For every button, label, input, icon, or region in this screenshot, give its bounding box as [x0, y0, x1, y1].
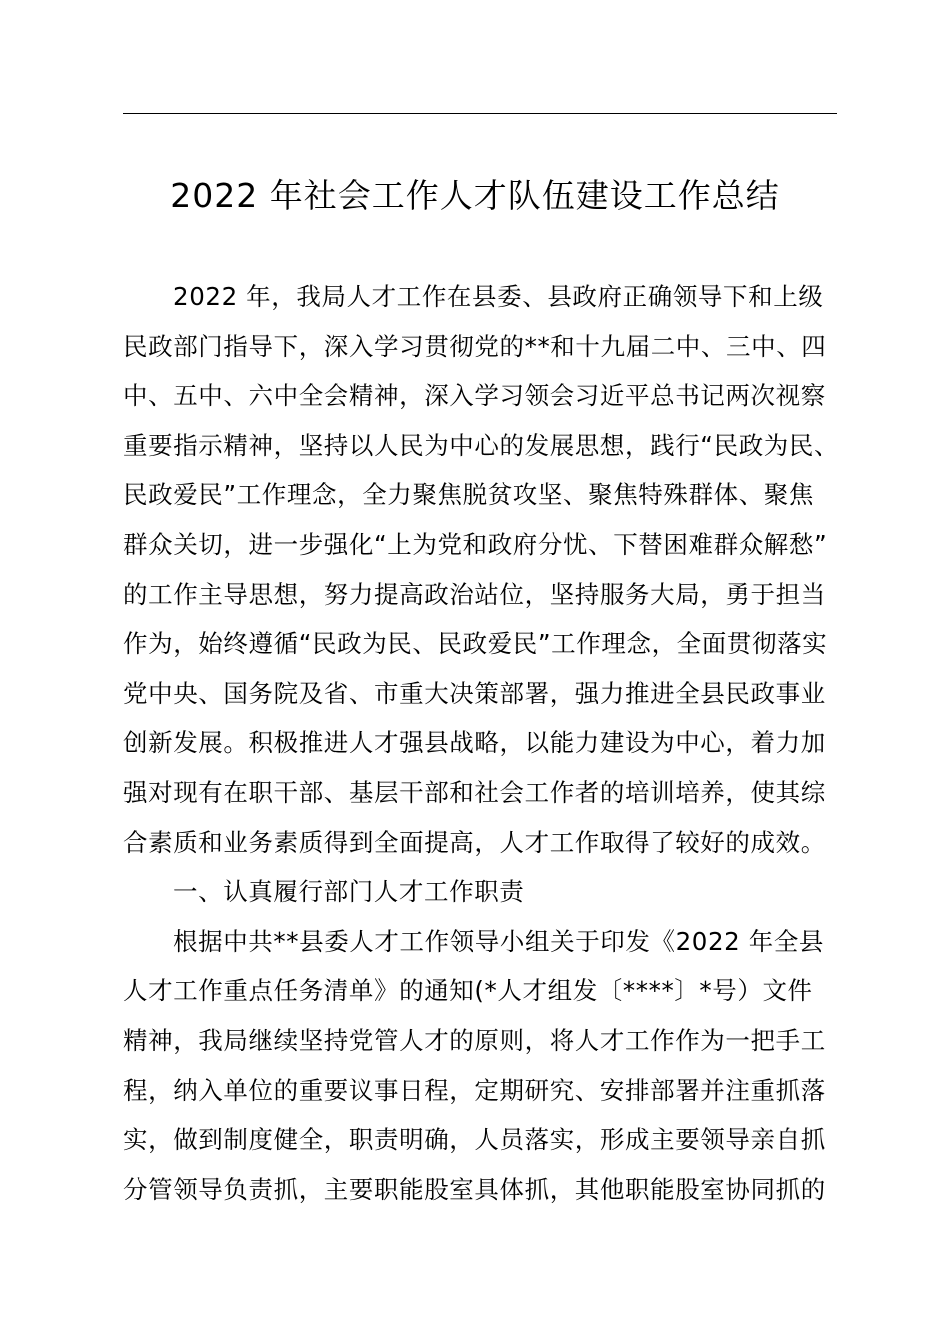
text-line: 人才工作重点任务清单》的通知(*人才组发〔****〕*号）文件	[123, 976, 813, 1006]
section-heading: 一、认真履行部门人才工作职责	[173, 877, 525, 907]
text-line: 民政部门指导下，深入学习贯彻党的**和十九届二中、三中、四	[123, 331, 827, 361]
document-title: 2022 年社会工作人才队伍建设工作总结	[170, 176, 780, 215]
text-line: 强对现有在职干部、基层干部和社会工作者的培训培养，使其综	[123, 777, 826, 807]
text-line: 分管领导负责抓，主要职能股室具体抓，其他职能股室协同抓的	[123, 1174, 826, 1204]
text-line: 党中央、国务院及省、市重大决策部署，强力推进全县民政事业	[123, 678, 826, 708]
text-line: 根据中共**县委人才工作领导小组关于印发《2022 年全县	[173, 926, 825, 956]
text-line: 实，做到制度健全，职责明确，人员落实，形成主要领导亲自抓	[123, 1125, 826, 1155]
text-line: 程，纳入单位的重要议事日程，定期研究、安排部署并注重抓落	[123, 1075, 826, 1105]
text-line: 精神，我局继续坚持党管人才的原则，将人才工作作为一把手工	[123, 1025, 826, 1055]
text-line: 民政爱民”工作理念，全力聚焦脱贫攻坚、聚焦特殊群体、聚焦	[123, 480, 814, 510]
text-line: 作为，始终遵循“民政为民、民政爱民”工作理念，全面贯彻落实	[123, 629, 828, 659]
text-line: 合素质和业务素质得到全面提高，人才工作取得了较好的成效。	[123, 827, 826, 857]
text-line: 创新发展。积极推进人才强县战略，以能力建设为中心，着力加	[123, 728, 826, 758]
header-rule	[123, 113, 837, 114]
text-line: 2022 年，我局人才工作在县委、县政府正确领导下和上级	[173, 282, 824, 311]
text-line: 中、五中、六中全会精神，深入学习领会习近平总书记两次视察	[123, 381, 826, 411]
document-body	[123, 272, 853, 1214]
text-line: 的工作主导思想，努力提高政治站位，坚持服务大局，勇于担当	[123, 579, 826, 609]
text-line: 群众关切，进一步强化“上为党和政府分忧、下替困难群众解愁”	[123, 529, 828, 559]
text-line: 重要指示精神，坚持以人民为中心的发展思想，践行“民政为民、	[123, 430, 840, 460]
